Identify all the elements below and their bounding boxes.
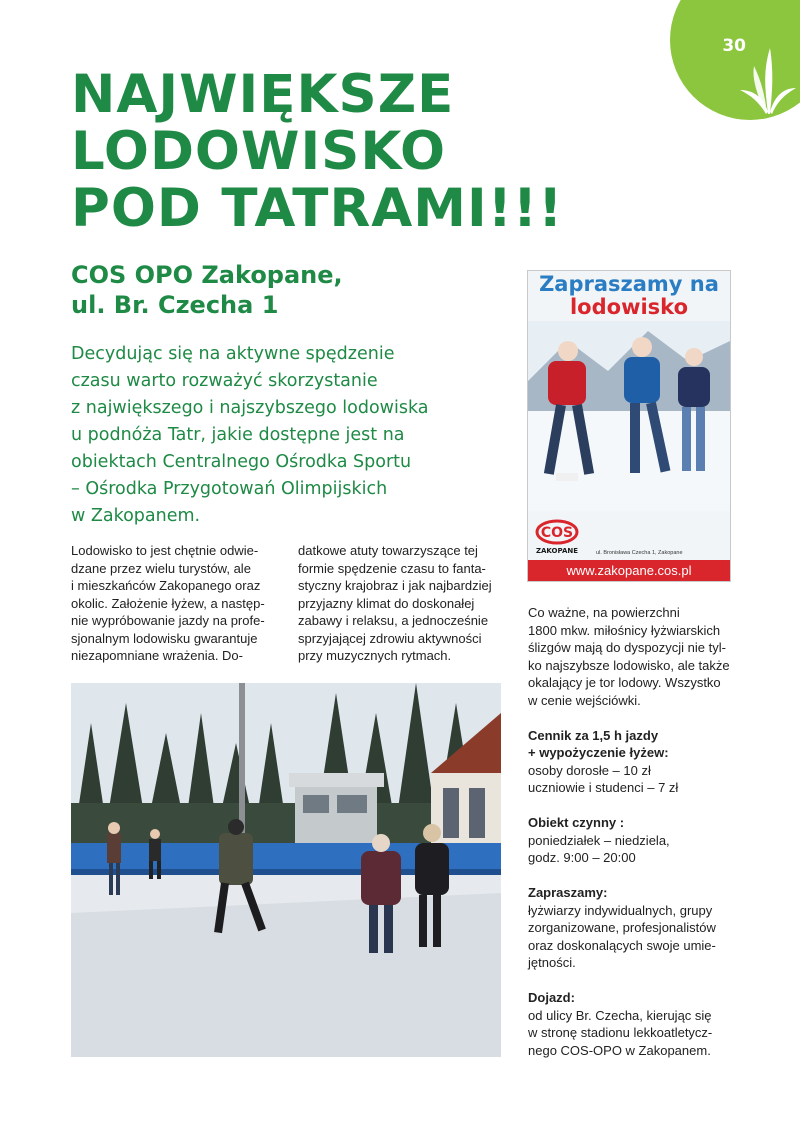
directions-line: nego COS-OPO w Zakopanem.	[528, 1042, 711, 1058]
cos-logo-text: COS	[540, 525, 574, 541]
body-line: i mieszkańców Zakopanego oraz	[71, 578, 261, 593]
info-sidebar	[528, 604, 768, 1077]
body-line: Lodowisko to jest chętnie odwie-	[71, 543, 259, 558]
subhead-line: COS OPO Zakopane,	[71, 261, 343, 289]
invite-line: łyżwiarzy indywidualnych, grupy	[528, 902, 713, 918]
price-list	[528, 727, 768, 797]
lead-line: w Zakopanem.	[71, 506, 201, 526]
lead-line: obiektach Centralnego Ośrodka Sportu	[71, 452, 412, 472]
cos-logo-caption: ZAKOPANE	[535, 547, 579, 555]
lead-line: z największego i najszybszego lodowiska	[71, 398, 429, 418]
lead-line: czasu warto rozważyć skorzystanie	[71, 371, 378, 391]
poster-title-line: lodowisko	[569, 295, 688, 319]
invite-heading: Zapraszamy:	[528, 885, 608, 900]
poster-address: ul. Bronisława Czecha 1, Zakopane	[596, 550, 683, 556]
hours-line: godz. 9:00 – 20:00	[528, 850, 636, 865]
side-line: w cenie wejściówki.	[528, 692, 641, 708]
body-line: przyjazny klimat do doskonałej	[298, 595, 475, 611]
venue-subheading	[71, 260, 343, 320]
directions-line: od ulicy Br. Czecha, kierując się	[528, 1007, 712, 1023]
body-line: okolic. Założenie łyżew, a następ-	[71, 595, 265, 611]
directions-line: w stronę stadionu lekkoatletycz-	[528, 1025, 713, 1040]
headline-line: POD TATRAMI!!!	[71, 178, 564, 239]
side-line: okalający je tor lodowy. Wszystko	[528, 675, 721, 690]
invite-line: jętności.	[528, 955, 576, 970]
side-intro	[528, 604, 768, 709]
body-column-1	[71, 542, 281, 665]
opening-hours	[528, 814, 768, 867]
headline-line: LODOWISKO	[71, 121, 447, 182]
body-line: przy muzycznych rytmach.	[298, 648, 452, 663]
side-line: ślizgów mają do dyspozycji nie tyl-	[528, 640, 726, 655]
body-line: styczny krajobraz i jak najbardziej	[298, 578, 492, 593]
body-line: datkowe atuty towarzyszące tej	[298, 543, 478, 558]
cos-logo	[534, 518, 580, 556]
lead-paragraph	[71, 341, 491, 530]
price-line: osoby dorosłe – 10 zł	[528, 762, 651, 778]
hours-heading: Obiekt czynny :	[528, 815, 625, 830]
body-line: sjonalnym lodowisku gwarantuje	[71, 630, 258, 646]
poster-url: www.zakopane.cos.pl	[528, 560, 730, 581]
side-line: Co ważne, na powierzchni	[528, 605, 680, 620]
directions-heading: Dojazd:	[528, 990, 575, 1005]
body-line: nie wypróbowanie jazdy na profe-	[71, 613, 265, 628]
page-number: 30	[722, 36, 746, 56]
grass-leaf-icon	[740, 44, 796, 116]
body-line: sprzyjającej zdrowiu aktywności	[298, 630, 482, 646]
hours-line: poniedziałek – niedziela,	[528, 832, 670, 848]
poster-title-line: Zapraszamy na	[539, 272, 719, 296]
body-line: dzane przez wielu turystów, ale	[71, 560, 251, 576]
invite-line: oraz doskonalących swoje umie-	[528, 937, 716, 953]
poster-skaters-image	[528, 321, 730, 511]
lead-line: – Ośrodka Przygotowań Olimpijskich	[71, 479, 388, 499]
body-line: zabawy i relaksu, a jednocześnie	[298, 613, 489, 628]
side-line: ko najszybsze lodowisko, ale także	[528, 657, 730, 673]
poster-title	[528, 273, 730, 319]
price-line: uczniowie i studenci – 7 zł	[528, 780, 679, 795]
directions	[528, 989, 768, 1059]
body-line: niezapomniane wrażenia. Do-	[71, 648, 243, 663]
body-column-2	[298, 542, 508, 665]
invitation	[528, 884, 768, 972]
lead-line: u podnóża Tatr, jakie dostępne jest na	[71, 425, 405, 445]
body-line: formie spędzenie czasu to fanta-	[298, 560, 486, 576]
price-heading: Cennik za 1,5 h jazdy	[528, 727, 659, 743]
rink-poster	[527, 270, 731, 582]
invite-line: zorganizowane, profesjonalistów	[528, 920, 716, 935]
subhead-line: ul. Br. Czecha 1	[71, 291, 279, 319]
price-heading: + wypożyczenie łyżew:	[528, 745, 669, 760]
ice-rink-photo	[71, 683, 501, 1057]
side-line: 1800 mkw. miłośnicy łyżwiarskich	[528, 622, 721, 638]
headline	[71, 66, 563, 237]
headline-line: NAJWIĘKSZE	[71, 64, 455, 125]
lead-line: Decydując się na aktywne spędzenie	[71, 344, 395, 364]
